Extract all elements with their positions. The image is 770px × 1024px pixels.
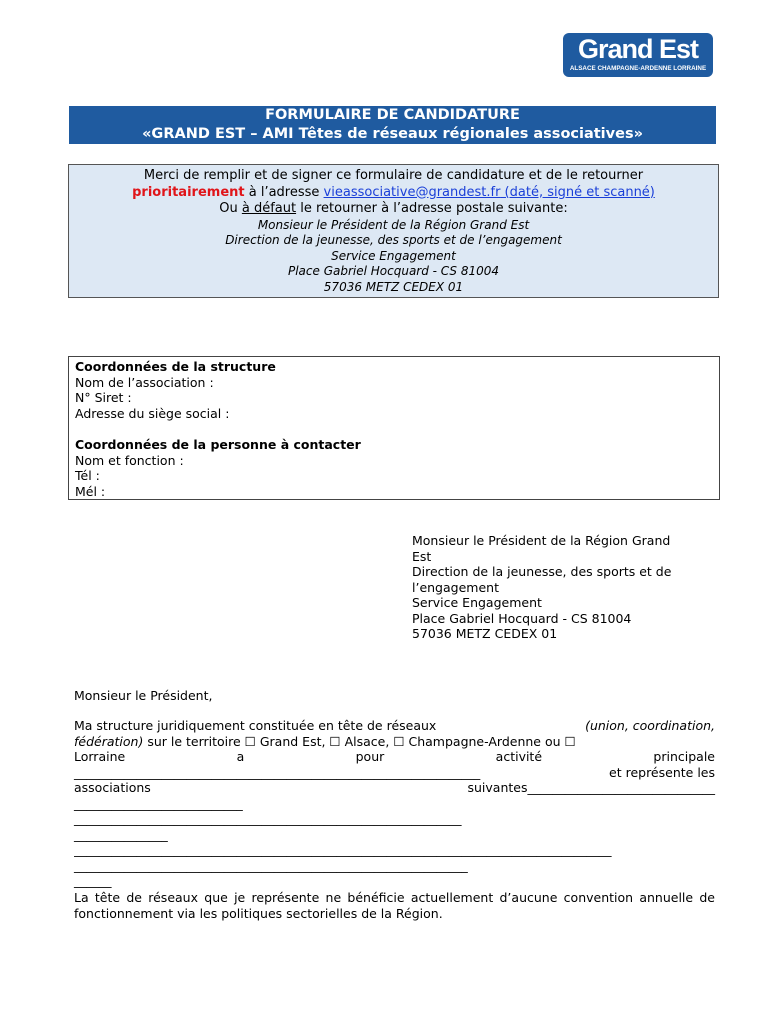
blank-line[interactable]: ______ — [74, 873, 112, 888]
paragraph-line — [74, 734, 715, 750]
letter-paragraph-1 — [74, 718, 715, 889]
instructions-line1: Merci de remplir et de signer ce formulaire de candidature et de le retourner — [143, 168, 644, 183]
associations-blank[interactable]: suivantes______________________________ — [467, 780, 715, 795]
siret-field[interactable]: N° Siret : — [75, 390, 132, 405]
form-title-banner — [69, 106, 716, 144]
grand-est-logo — [563, 33, 713, 77]
logo-subtitle: ALSACE CHAMPAGNE-ARDENNE LORRAINE — [569, 65, 707, 72]
word: associations — [74, 780, 151, 795]
structure-heading: Coordonnées de la structure — [75, 359, 276, 374]
paragraph-line — [74, 749, 715, 765]
blank-line[interactable]: _______________________________________________________________ — [74, 857, 468, 873]
blank-line[interactable]: ___________________________ — [74, 795, 243, 811]
postal-address-line: 57036 METZ CEDEX 01 — [323, 279, 464, 294]
association-name-field[interactable]: Nom de l’association : — [75, 374, 214, 390]
word: et représente les — [609, 764, 715, 780]
email-note: (daté, signé et scanné) — [500, 184, 655, 200]
p1-italic-b: fédération) — [74, 733, 144, 749]
default-word: à défaut — [241, 201, 297, 216]
recipient-line: Monsieur le Président de la Région Grand — [412, 533, 671, 548]
form-title: FORMULAIRE DE CANDIDATURE — [265, 107, 520, 123]
word: principale — [653, 749, 715, 764]
or-suffix: le retourner à l’adresse postale suivante: — [296, 201, 568, 216]
recipient-line: l’engagement — [412, 579, 499, 595]
contact-heading: Coordonnées de la personne à contacter — [75, 437, 361, 452]
postal-address-line: Service Engagement — [331, 248, 456, 263]
territory-checkboxes[interactable]: sur le territoire ☐ Grand Est, ☐ Alsace, ☐ Champagne-Ardenne ou ☐ — [143, 733, 576, 749]
recipient-address — [412, 533, 722, 642]
contact-name-field[interactable]: Nom et fonction : — [75, 452, 184, 468]
postal-address-line: Direction de la jeunesse, des sports et de l’engagement — [225, 233, 562, 247]
email-link[interactable]: vieassociative@grandest.fr — [323, 184, 501, 200]
priority-word: prioritairement — [132, 184, 245, 200]
blank-line[interactable]: _______________ — [74, 826, 168, 842]
paragraph-line — [74, 765, 715, 781]
word: pour — [355, 749, 385, 764]
word: activité — [495, 749, 543, 764]
p1-text-a: Ma structure juridiquement constituée en tête de réseaux — [74, 718, 437, 733]
postal-address-line: Monsieur le Président de la Région Grand Est — [257, 217, 530, 232]
word: Lorraine — [74, 749, 126, 764]
recipient-line: Place Gabriel Hocquard - CS 81004 — [412, 610, 632, 626]
recipient-line: Service Engagement — [412, 595, 542, 610]
word: a — [236, 749, 245, 764]
p1-italic-a: (union, coordination, — [585, 718, 715, 733]
recipient-line: 57036 METZ CEDEX 01 — [412, 626, 558, 641]
or-prefix: Ou — [219, 201, 242, 216]
spacer — [75, 421, 719, 437]
phone-field[interactable]: Tél : — [75, 468, 100, 483]
email-field[interactable]: Mél : — [75, 483, 106, 499]
recipient-line: Direction de la jeunesse, des sports et de — [412, 564, 672, 579]
logo-wordmark: Grand Est — [577, 34, 699, 64]
to-address-text: à l’adresse — [244, 184, 324, 200]
instructions-line2 — [69, 185, 718, 202]
salutation: Monsieur le Président, — [74, 688, 213, 703]
blank-line[interactable]: ______________________________________________________________________________________ — [74, 842, 612, 857]
instructions-line3 — [69, 201, 718, 218]
letter-paragraph-2: La tête de réseaux que je représente ne bénéficie actuellement d’aucune convention annuelle de fonctionnement via les politiques sectorielles de la Région. — [74, 890, 715, 921]
postal-address-line: Place Gabriel Hocquard - CS 81004 — [287, 264, 500, 278]
activity-blank[interactable]: _________________________________________________________________ — [74, 764, 481, 780]
recipient-line: Est — [412, 548, 432, 564]
structure-details-box — [68, 356, 720, 500]
instructions-box — [68, 164, 719, 298]
form-subtitle: «GRAND EST – AMI Têtes de réseaux régionales associatives» — [142, 126, 643, 142]
blank-line[interactable]: ______________________________________________________________ — [74, 811, 462, 826]
paragraph-line — [74, 718, 715, 734]
paragraph-line — [74, 780, 715, 796]
head-office-address-field[interactable]: Adresse du siège social : — [75, 405, 230, 421]
